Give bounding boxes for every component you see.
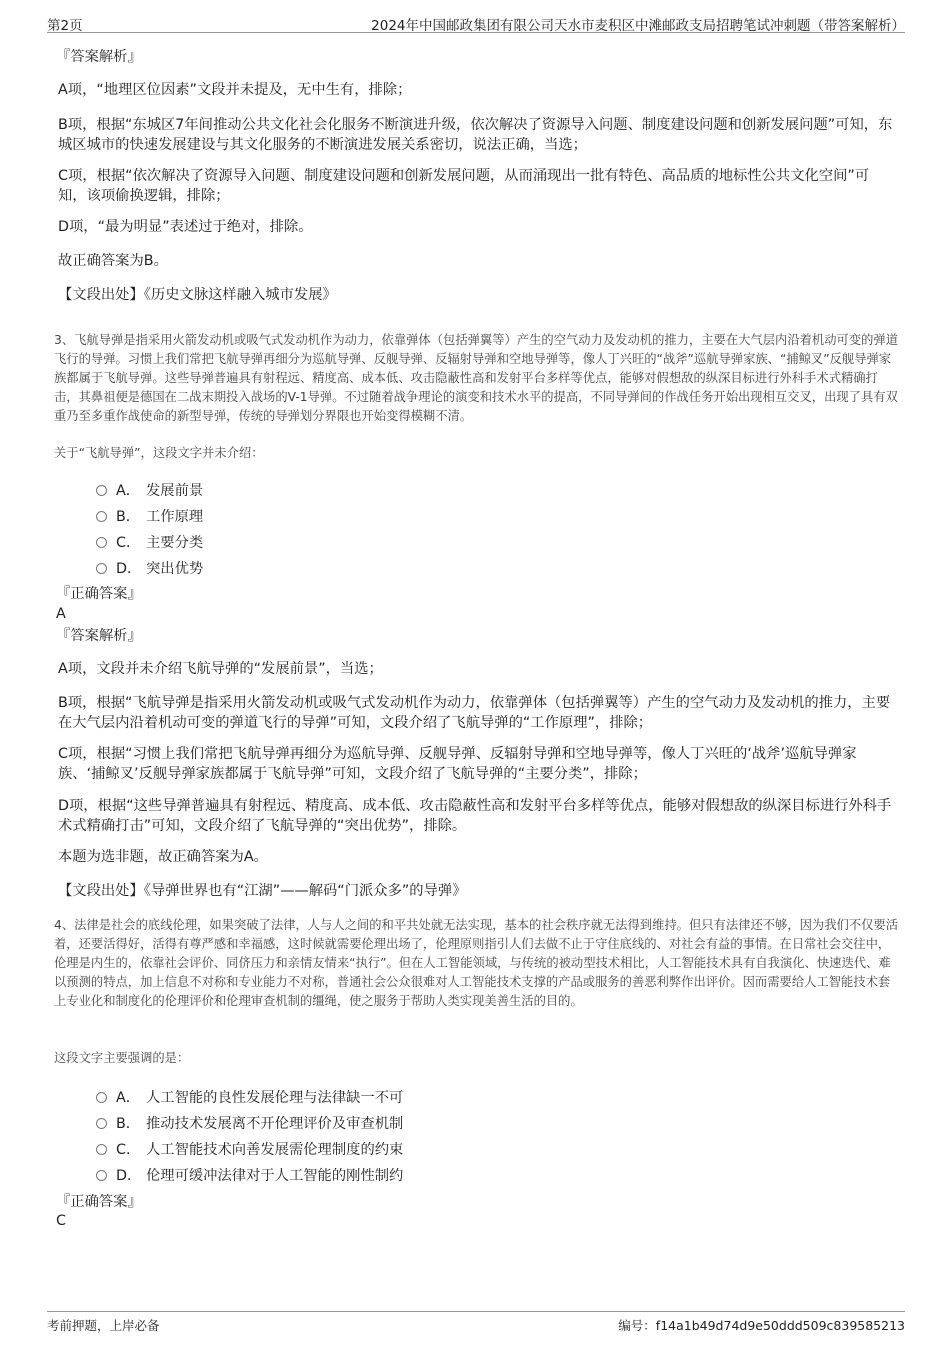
q3-conclusion: 本题为选非题，故正确答案为A。: [58, 849, 268, 865]
page-number: 第2页: [47, 18, 83, 34]
q2-source: 【文段出处】《历史文脉这样融入城市发展》: [58, 287, 337, 303]
q3-option-a[interactable]: A． 发展前景: [96, 480, 203, 500]
q4-passage: 4、法律是社会的底线伦理，如果突破了法律，人与人之间的和平共处就无法实现，基本的社会秩序就无法得到维持。但只有法律还不够，因为我们不仅要活着，还要活得好，活得有尊严感和幸福感，这时候就需要伦理出场了，伦理原则指引人们去做不止于守住底线的、对社会有益的事情。在日常社会交往中，伦理是内生的，依靠社会评价、同侪压力和亲情友情来“执行”。但在人工智能领域，与传统的被动型技术相比，人工智能技术具有自我演化、快速迭代、难以预测的特点，加上信息不对称和专业能力不对称，普通社会公众很难对人工智能技术支撑的产品或服务的善恶利弊作出评价。因而需要给人工智能技术套上专业化和制度化的伦理评价和伦理审查机制的缰绳，使之服务于帮助人类实现美善生活的目的。: [54, 918, 899, 1008]
radio-icon[interactable]: [96, 1144, 107, 1155]
q3-answer-label: 『正确答案』: [56, 586, 142, 602]
document-title: 2024年中国邮政集团有限公司天水市麦积区中滩邮政支局招聘笔试冲刺题（带答案解析）: [371, 18, 905, 34]
q2-analysis-b: B项，根据“东城区7年间推动公共文化社会化服务不断演进升级，依次解决了资源导入问题、制度建设问题和创新发展问题”可知，东城区城市的快速发展建设与其文化服务的不断演进发展关系密切，说法正确，当选；: [58, 117, 893, 153]
q4-option-c[interactable]: C． 人工智能技术向善发展需伦理制度的约束: [96, 1139, 403, 1159]
page-footer: [47, 1311, 905, 1333]
q2-analysis-label: 『答案解析』: [56, 49, 142, 65]
q3-option-c[interactable]: C． 主要分类: [96, 532, 203, 552]
q3-analysis-label: 『答案解析』: [56, 628, 142, 644]
radio-icon[interactable]: [96, 1118, 107, 1129]
q4-option-b[interactable]: B． 推动技术发展离不开伦理评价及审查机制: [96, 1113, 403, 1133]
q4-option-d[interactable]: D． 伦理可缓冲法律对于人工智能的刚性制约: [96, 1165, 403, 1185]
q3-analysis-b: B项，根据“飞航导弹是指采用火箭发动机或吸气式发动机作为动力，依靠弹体（包括弹翼等）产生的空气动力及发动机的推力，主要在大气层内沿着机动可变的弹道飞行的导弹”可知，文段介绍了飞航导弹的“工作原理”，排除；: [58, 695, 891, 731]
radio-icon[interactable]: [96, 1092, 107, 1103]
radio-icon[interactable]: [96, 563, 107, 574]
q3-passage: 3、飞航导弹是指采用火箭发动机或吸气式发动机作为动力，依靠弹体（包括弹翼等）产生的空气动力及发动机的推力，主要在大气层内沿着机动可变的弹道飞行的导弹。习惯上我们常把飞航导弹再细分为巡航导弹、反舰导弹、反辐射导弹和空地导弹等，像人丁兴旺的“战斧”巡航导弹家族、“捕鲸叉”反舰导弹家族都属于飞航导弹。这些导弹普遍具有射程远、精度高、成本低、攻击隐蔽性高和发射平台多样等优点，能够对假想敌的纵深目标进行外科手术式精确打击，其鼻祖便是德国在二战末期投入战场的V-1导弹。不过随着战争理论的演变和技术水平的提高，不同导弹间的作战任务开始出现相互交叉，出现了具有双重乃至多重作战使命的新型导弹，传统的导弹划分界限也开始变得模糊不清。: [54, 333, 899, 423]
radio-icon[interactable]: [96, 537, 107, 548]
q3-answer: A: [56, 606, 66, 622]
q4-option-a[interactable]: A． 人工智能的良性发展伦理与法律缺一不可: [96, 1087, 403, 1107]
page-header: [47, 10, 905, 33]
q2-conclusion: 故正确答案为B。: [58, 253, 168, 269]
radio-icon[interactable]: [96, 485, 107, 496]
q3-analysis-c: C项，根据“习惯上我们常把飞航导弹再细分为巡航导弹、反舰导弹、反辐射导弹和空地导弹等，像人丁兴旺的‘战斧’巡航导弹家族、‘捕鲸叉’反舰导弹家族都属于飞航导弹”可知，文段介绍了飞航导弹的“主要分类”，排除；: [58, 746, 857, 782]
q4-answer: C: [56, 1213, 66, 1229]
q3-option-b[interactable]: B． 工作原理: [96, 506, 203, 526]
footer-slogan: 考前押题，上岸必备: [47, 1318, 160, 1333]
q2-analysis-c: C项，根据“依次解决了资源导入问题、制度建设问题和创新发展问题，从而涌现出一批有特色、高品质的地标性公共文化空间”可知，该项偷换逻辑，排除；: [58, 168, 870, 204]
q3-option-d[interactable]: D． 突出优势: [96, 558, 203, 578]
q4-answer-label: 『正确答案』: [56, 1194, 142, 1210]
q3-source: 【文段出处】《导弹世界也有“江湖”——解码“门派众多”的导弹》: [58, 883, 467, 899]
q4-question: 这段文字主要强调的是：: [54, 1051, 190, 1065]
q2-analysis-a: A项，“地理区位因素”文段并未提及，无中生有，排除；: [58, 82, 412, 98]
document-id: 编号：f14a1b49d74d9e50ddd509c839585213: [618, 1318, 905, 1333]
radio-icon[interactable]: [96, 511, 107, 522]
q3-question: 关于“飞航导弹”，这段文字并未介绍：: [54, 446, 264, 460]
q3-analysis-d: D项，根据“这些导弹普遍具有射程远、精度高、成本低、攻击隐蔽性高和发射平台多样等优点，能够对假想敌的纵深目标进行外科手术式精确打击”可知，文段介绍了飞航导弹的“突出优势”，排除。: [58, 798, 892, 834]
radio-icon[interactable]: [96, 1170, 107, 1181]
q3-analysis-a: A项，文段并未介绍飞航导弹的“发展前景”，当选；: [58, 661, 383, 677]
q2-analysis-d: D项，“最为明显”表述过于绝对，排除。: [58, 219, 313, 235]
